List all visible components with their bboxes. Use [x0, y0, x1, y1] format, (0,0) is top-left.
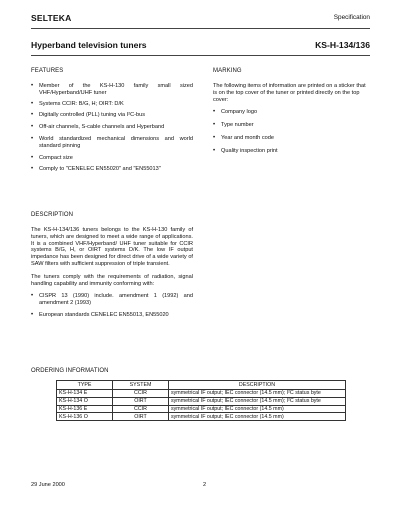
table-row [57, 413, 346, 421]
ordering-heading: ORDERING INFORMATION [31, 368, 109, 374]
marking-intro: The following items of information are printed on a sticker that is on the top cover of the tuner or printed directly on the top cover: [213, 83, 366, 103]
system-cell: CCIR [113, 405, 169, 413]
features-item: • Compact size [31, 155, 193, 162]
marking-item: • Type number [213, 122, 371, 129]
system-cell: OIRT [113, 397, 169, 405]
table-row [57, 405, 346, 413]
ordering-table [56, 380, 346, 421]
table-header-row [57, 381, 346, 390]
description-section [31, 227, 193, 319]
standards-list [31, 293, 193, 318]
footer-date: 29 June 2000 [31, 482, 65, 488]
table-row [57, 390, 346, 398]
doc-type: Specification [333, 14, 370, 21]
system-cell: CCIR [113, 390, 169, 398]
type-cell: KS-H-134 O [57, 397, 113, 405]
description-cell: symmetrical IF output; IEC connector (14.5 mm) [169, 405, 346, 413]
header-rule-bottom [31, 55, 370, 56]
description-paragraph: The tuners comply with the requirements of radiation, signal handling capability and immunity conforming with: [31, 273, 193, 287]
features-heading: FEATURES [31, 68, 64, 74]
header-rule-top [31, 28, 370, 29]
type-cell: KS-H-136 E [57, 405, 113, 413]
description-paragraph: The KS-H-134/136 tuners belongs to the KS-H-130 family of tuners, which are designed to meet a wide range of applications. It is a combined VHF/Hyperband/ UHF tuner suitable for CCIR systems B/G, H, or OIRT systems D/K. The low IF output impedance has been designed for direct drive of a wide variety of SAW filters with sufficient suppression of triple transient. [31, 227, 193, 267]
marking-heading: MARKING [213, 68, 242, 74]
system-cell: OIRT [113, 413, 169, 421]
description-heading: DESCRIPTION [31, 212, 74, 218]
features-item: • Systems CCIR: B/G, H; OIRT: D/K [31, 101, 193, 108]
column-header-system: SYSTEM [113, 381, 169, 390]
standards-item: • European standards CENELEC EN55013, EN55020 [31, 312, 193, 319]
type-cell: KS-H-134 E [57, 390, 113, 398]
standards-item: • CISPR 13 (1990) include. amendment 1 (1992) and amendment 2 (1993) [31, 293, 193, 307]
description-cell: symmetrical IF output; IEC connector (14.5 mm); I²C status byte [169, 390, 346, 398]
marking-item: • Company logo [213, 109, 371, 116]
description-cell: symmetrical IF output; IEC connector (14.5 mm); I²C status byte [169, 397, 346, 405]
marking-list [213, 109, 371, 154]
features-section [31, 83, 193, 173]
table-row [57, 397, 346, 405]
type-cell: KS-H-136 O [57, 413, 113, 421]
features-item: • World standardized mechanical dimensions and world standard pinning [31, 136, 193, 150]
model-number: KS-H-134/136 [315, 40, 370, 50]
features-item: • Digitally controlled (PLL) tuning via I²C-bus [31, 112, 193, 119]
features-item: • Comply to "CENELEC EN55020" and "EN55013" [31, 166, 193, 173]
features-item: • Member of the KS-H-130 family small sized VHF/Hyperband/UHF tuner [31, 83, 193, 97]
brand-name: SELTEKA [31, 13, 72, 23]
features-item: • Off-air channels, S-cable channels and Hyperband [31, 124, 193, 131]
features-list [31, 83, 193, 173]
marking-section [213, 83, 371, 155]
marking-item: • Year and month code [213, 135, 371, 142]
document-title: Hyperband television tuners [31, 40, 147, 50]
marking-item: • Quality inspection print [213, 148, 371, 155]
description-cell: symmetrical IF output; IEC connector (14.5 mm) [169, 413, 346, 421]
column-header-type: TYPE [57, 381, 113, 390]
page-number: 2 [203, 482, 207, 488]
column-header-description: DESCRIPTION [169, 381, 346, 390]
